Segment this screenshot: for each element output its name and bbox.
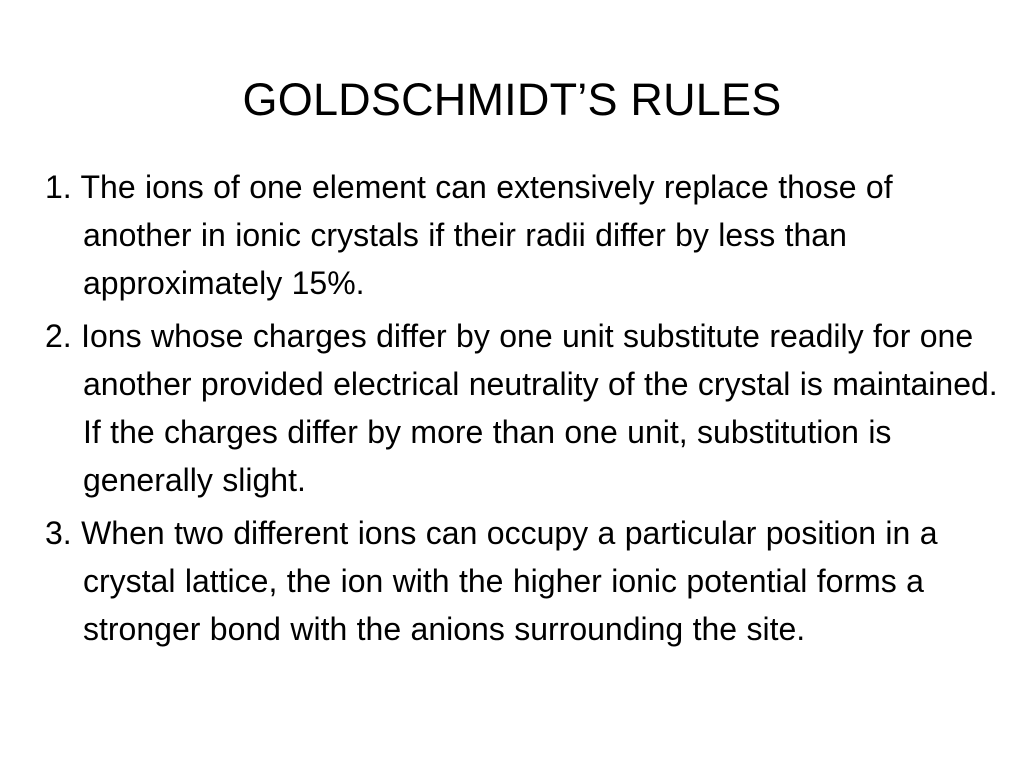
- rule-text: When two different ions can occupy a particular position in a crystal lattice, the ion with the higher ionic potential forms a stronger bond with the anions surrounding the site.: [81, 515, 938, 647]
- rule-text: Ions whose charges differ by one unit substitute readily for one another provided electrical neutrality of the crystal is maintained. If the charges differ by more than one unit, substitution is generally slight.: [81, 318, 998, 498]
- rule-item-1: [45, 163, 1005, 307]
- rule-text: The ions of one element can extensively replace those of another in ionic crystals if their radii differ by less than approximately 15%.: [80, 169, 893, 301]
- rule-number: 1.: [45, 169, 72, 205]
- rule-item-3: [45, 509, 1005, 653]
- rule-number: 3.: [45, 515, 72, 551]
- slide-title: GOLDSCHMIDT’S RULES: [242, 74, 782, 125]
- rule-number: 2.: [45, 318, 72, 354]
- rules-list: [45, 163, 1005, 658]
- rule-item-2: [45, 312, 1005, 504]
